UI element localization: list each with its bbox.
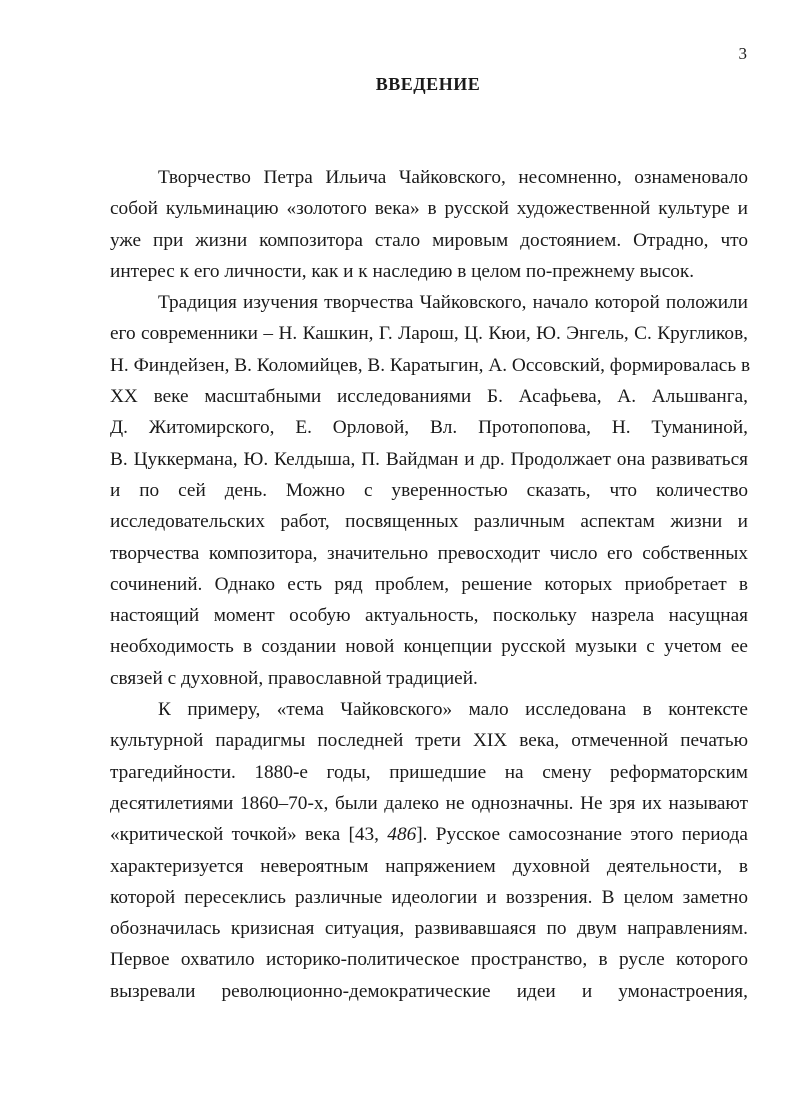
text-line: связей с духовной, православной традицией.	[110, 667, 478, 689]
text-line: XX веке масштабными исследованиями Б. Асафьева, А. Альшванга,	[110, 386, 748, 408]
text-line: Традиция изучения творчества Чайковского, начало которой положили	[158, 292, 748, 314]
text-line: вызревали революционно-демократические идеи и умонастроения,	[110, 980, 748, 1002]
page-number: 3	[738, 44, 747, 63]
text-line: Н. Финдейзен, В. Коломийцев, В. Каратыгин, А. Оссовский, формировалась в	[110, 354, 751, 376]
document-body	[110, 162, 751, 1007]
text-line: собой кульминацию «золотого века» в русской художественной культуре и	[110, 198, 748, 220]
citation-text-after: ]. Русское самосознание этого периода	[416, 824, 748, 846]
text-line: интерес к его личности, как и к наследию в целом по-прежнему высок.	[110, 260, 695, 282]
text-line: исследовательских работ, посвященных различным аспектам жизни и	[110, 511, 748, 533]
text-line: трагедийности. 1880-е годы, пришедшие на смену реформаторским	[110, 761, 748, 783]
text-line: и по сей день. Можно с уверенностью сказать, что количество	[110, 479, 748, 501]
text-line: Д. Житомирского, Е. Орловой, Вл. Протопопова, Н. Туманиной,	[110, 417, 748, 439]
text-line: К примеру, «тема Чайковского» мало исследована в контексте	[158, 699, 748, 721]
text-line: настоящий момент особую актуальность, поскольку назрела насущная	[110, 605, 748, 627]
citation-text-before: «критической точкой» века [43,	[110, 824, 388, 846]
text-line: которой пересеклись различные идеологии и воззрения. В целом заметно	[110, 886, 748, 908]
text-line: Первое охватило историко-политическое пространство, в русле которого	[110, 949, 748, 971]
text-line: Творчество Петра Ильича Чайковского, несомненно, ознаменовало	[158, 167, 748, 188]
page-heading: ВВЕДЕНИЕ	[375, 74, 481, 94]
text-line: В. Цуккермана, Ю. Келдыша, П. Вайдман и др. Продолжает она развиваться	[110, 448, 748, 470]
text-line: десятилетиями 1860–70-х, были далеко не однозначны. Не зря их называют	[110, 792, 748, 814]
text-line: необходимость в создании новой концепции русской музыки с учетом ее	[110, 636, 748, 658]
text-line: творчества композитора, значительно превосходит число его собственных	[110, 542, 748, 564]
text-line: уже при жизни композитора стало мировым достоянием. Отрадно, что	[110, 229, 748, 251]
citation-page-number: 486	[387, 824, 417, 846]
text-line: его современники – Н. Кашкин, Г. Ларош, Ц. Кюи, Ю. Энгель, С. Кругликов,	[110, 323, 748, 345]
text-line: обозначилась кризисная ситуация, развивавшаяся по двум направлениям.	[110, 918, 748, 940]
text-line: характеризуется невероятным напряжением духовной деятельности, в	[110, 855, 748, 877]
text-line: сочинений. Однако есть ряд проблем, решение которых приобретает в	[110, 573, 748, 595]
citation-line	[110, 819, 748, 850]
text-line: культурной парадигмы последней трети XIX века, отмеченной печатью	[110, 730, 748, 752]
